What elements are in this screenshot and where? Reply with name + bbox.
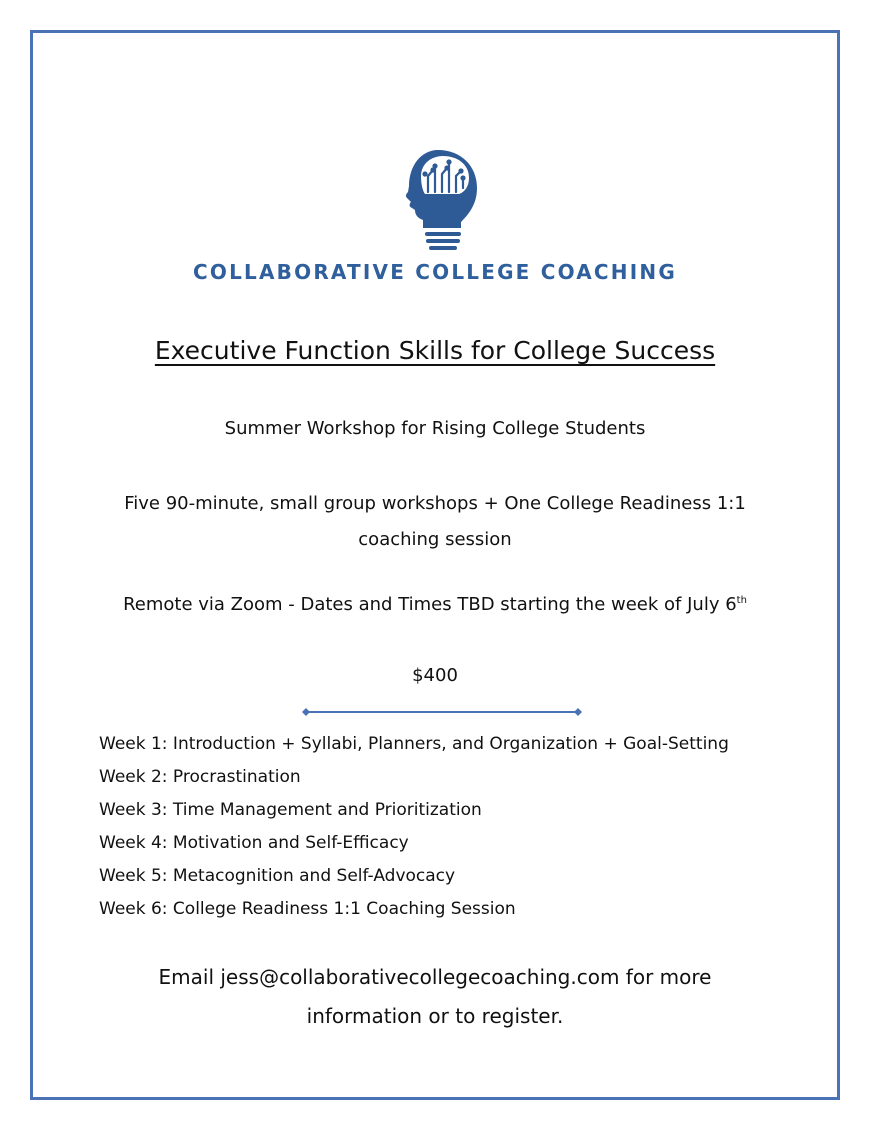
brain-lightbulb-head-icon: [395, 146, 481, 256]
week-item: Week 5: Metacognition and Self-Advocacy: [99, 866, 456, 886]
contact-info: [0, 958, 870, 1036]
week-item: Week 3: Time Management and Prioritization: [99, 800, 482, 820]
week-item: Week 2: Procrastination: [99, 767, 301, 787]
week-item: Week 4: Motivation and Self-Efficacy: [99, 833, 409, 853]
contact-line-1: Email jess@collaborativecollegecoaching.com for more: [158, 965, 712, 989]
contact-line-2: information or to register.: [306, 1004, 564, 1028]
week-item: Week 1: Introduction + Syllabi, Planners, and Organization + Goal-Setting: [99, 734, 729, 754]
location-text: Remote via Zoom - Dates and Times TBD starting the week of July 6: [123, 594, 737, 615]
subtitle: Summer Workshop for Rising College Students: [224, 418, 646, 439]
price: $400: [412, 665, 458, 686]
section-divider: [300, 705, 584, 719]
week-item: Week 6: College Readiness 1:1 Coaching Session: [99, 899, 516, 919]
workshop-format-line-2: coaching session: [358, 529, 512, 550]
brand-name: COLLABORATIVE COLLEGE COACHING: [193, 260, 677, 284]
location-info: [0, 594, 870, 615]
page-title: Executive Function Skills for College Success: [154, 336, 716, 365]
workshop-format-line-1: Five 90-minute, small group workshops + One College Readiness 1:1: [124, 493, 746, 514]
workshop-format: [0, 486, 870, 558]
weekly-schedule: [99, 730, 729, 928]
location-ordinal: th: [736, 595, 747, 606]
